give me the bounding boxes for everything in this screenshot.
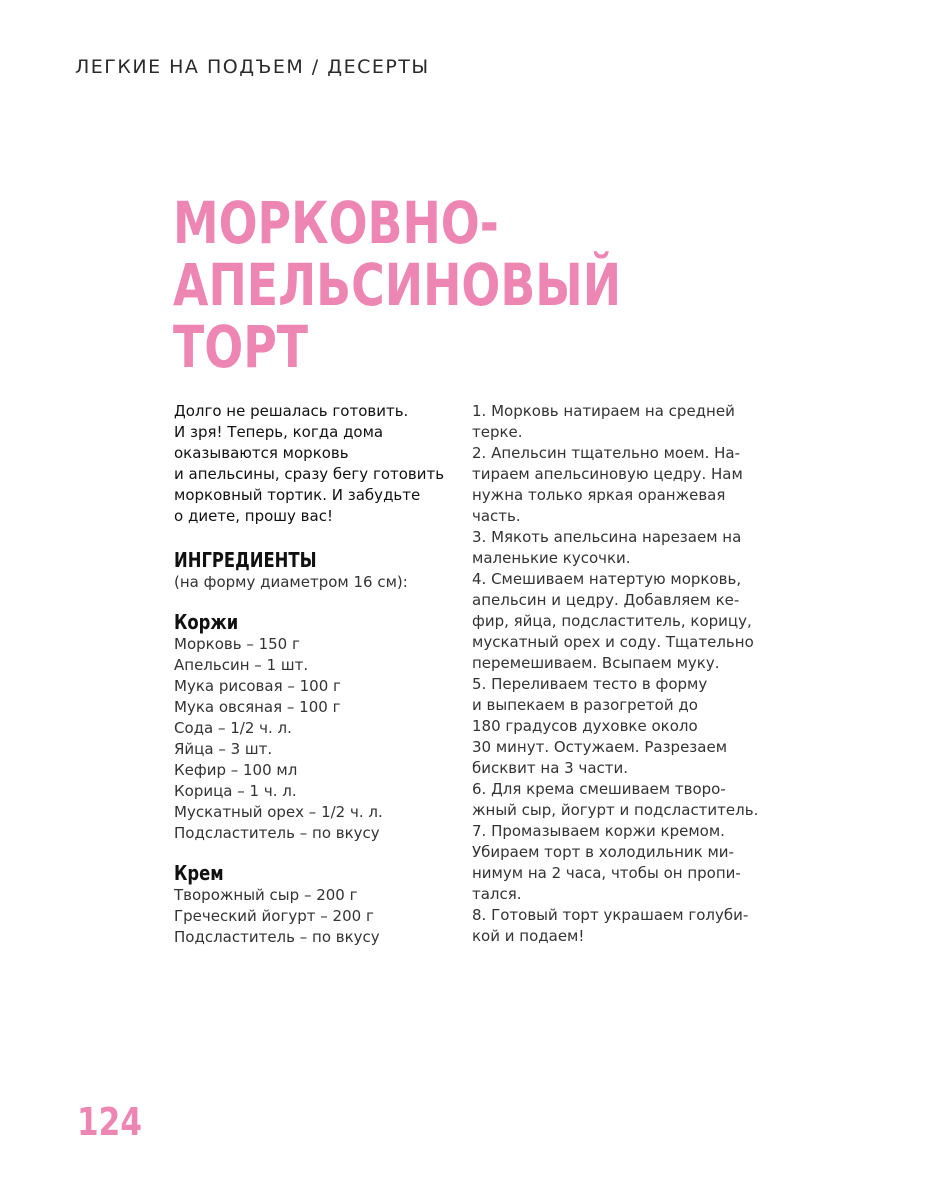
ingredient-item: Греческий йогурт – 200 г	[174, 907, 374, 925]
right-column	[472, 401, 772, 947]
left-column	[174, 401, 474, 948]
step-line: 4. Смешиваем натертую морковь,	[472, 570, 742, 588]
step-line: 3. Мякоть апельсина нарезаем на	[472, 528, 742, 546]
intro-line: о диете, прошу вас!	[174, 507, 333, 525]
ingredient-item: Подсластитель – по вкусу	[174, 824, 380, 842]
korzhi-heading: Коржи	[174, 610, 239, 634]
step-line: апельсин и цедру. Добавляем ке-	[472, 591, 740, 609]
ingredients-heading: ИНГРЕДИЕНТЫ	[174, 548, 317, 572]
intro-line: И зря! Теперь, когда дома	[174, 423, 384, 441]
step-line: маленькие кусочки.	[472, 549, 631, 567]
step-line: кой и подаем!	[472, 927, 585, 945]
step-line: фир, яйца, подсластитель, корицу,	[472, 612, 752, 630]
ingredient-item: Сода – 1/2 ч. л.	[174, 719, 292, 737]
title-line: МОРКОВНО-	[173, 189, 499, 257]
intro-line: морковный тортик. И забудьте	[174, 486, 421, 504]
step-line: часть.	[472, 507, 521, 525]
intro-line: Долго не решалась готовить.	[174, 402, 409, 420]
step-line: 7. Промазываем коржи кремом.	[472, 822, 725, 840]
title-line: ТОРТ	[173, 313, 309, 381]
step-line: нужна только яркая оранжевая	[472, 486, 726, 504]
krem-heading: Крем	[174, 861, 224, 885]
step-line: и выпекаем в разогретой до	[472, 696, 698, 714]
page-number: 124	[77, 1100, 143, 1144]
korzhi-ingredient-list	[174, 634, 474, 844]
step-line: 180 градусов духовке около	[472, 717, 698, 735]
title-line: АПЕЛЬСИНОВЫЙ	[173, 251, 622, 319]
ingredient-item: Яйца – 3 шт.	[174, 740, 273, 758]
ingredient-item: Морковь – 150 г	[174, 635, 300, 653]
step-line: мускатный орех и соду. Тщательно	[472, 633, 754, 651]
ingredient-item: Мускатный орех – 1/2 ч. л.	[174, 803, 383, 821]
ingredient-item: Мука овсяная – 100 г	[174, 698, 341, 716]
step-line: 8. Готовый торт украшаем голуби-	[472, 906, 749, 924]
step-line: 6. Для крема смешиваем творо-	[472, 780, 726, 798]
ingredient-item: Апельсин – 1 шт.	[174, 656, 309, 674]
ingredient-item: Подсластитель – по вкусу	[174, 928, 380, 946]
intro-line: и апельсины, сразу бегу готовить	[174, 465, 445, 483]
ingredient-item: Мука рисовая – 100 г	[174, 677, 341, 695]
ingredients-note: (на форму диаметром 16 см):	[174, 573, 408, 591]
ingredient-item: Кефир – 100 мл	[174, 761, 298, 779]
step-line: 1. Морковь натираем на средней	[472, 402, 735, 420]
step-line: 30 минут. Остужаем. Разрезаем	[472, 738, 728, 756]
step-line: бисквит на 3 части.	[472, 759, 629, 777]
running-header: ЛЕГКИЕ НА ПОДЪЕМ / ДЕСЕРТЫ	[75, 56, 430, 78]
step-line: Убираем торт в холодильник ми-	[472, 843, 734, 861]
recipe-title	[173, 189, 647, 381]
step-line: жный сыр, йогурт и подсластитель.	[472, 801, 759, 819]
ingredient-item: Корица – 1 ч. л.	[174, 782, 297, 800]
step-line: тался.	[472, 885, 522, 903]
step-line: 2. Апельсин тщательно моем. На-	[472, 444, 741, 462]
step-line: 5. Переливаем тесто в форму	[472, 675, 708, 693]
intro-line: оказываются морковь	[174, 444, 349, 462]
ingredient-item: Творожный сыр – 200 г	[174, 886, 358, 904]
intro-paragraph	[174, 401, 474, 527]
preparation-steps	[472, 401, 772, 947]
step-line: тираем апельсиновую цедру. Нам	[472, 465, 743, 483]
step-line: нимум на 2 часа, чтобы он пропи-	[472, 864, 741, 882]
step-line: перемешиваем. Всыпаем муку.	[472, 654, 720, 672]
step-line: терке.	[472, 423, 523, 441]
krem-ingredient-list	[174, 885, 474, 948]
